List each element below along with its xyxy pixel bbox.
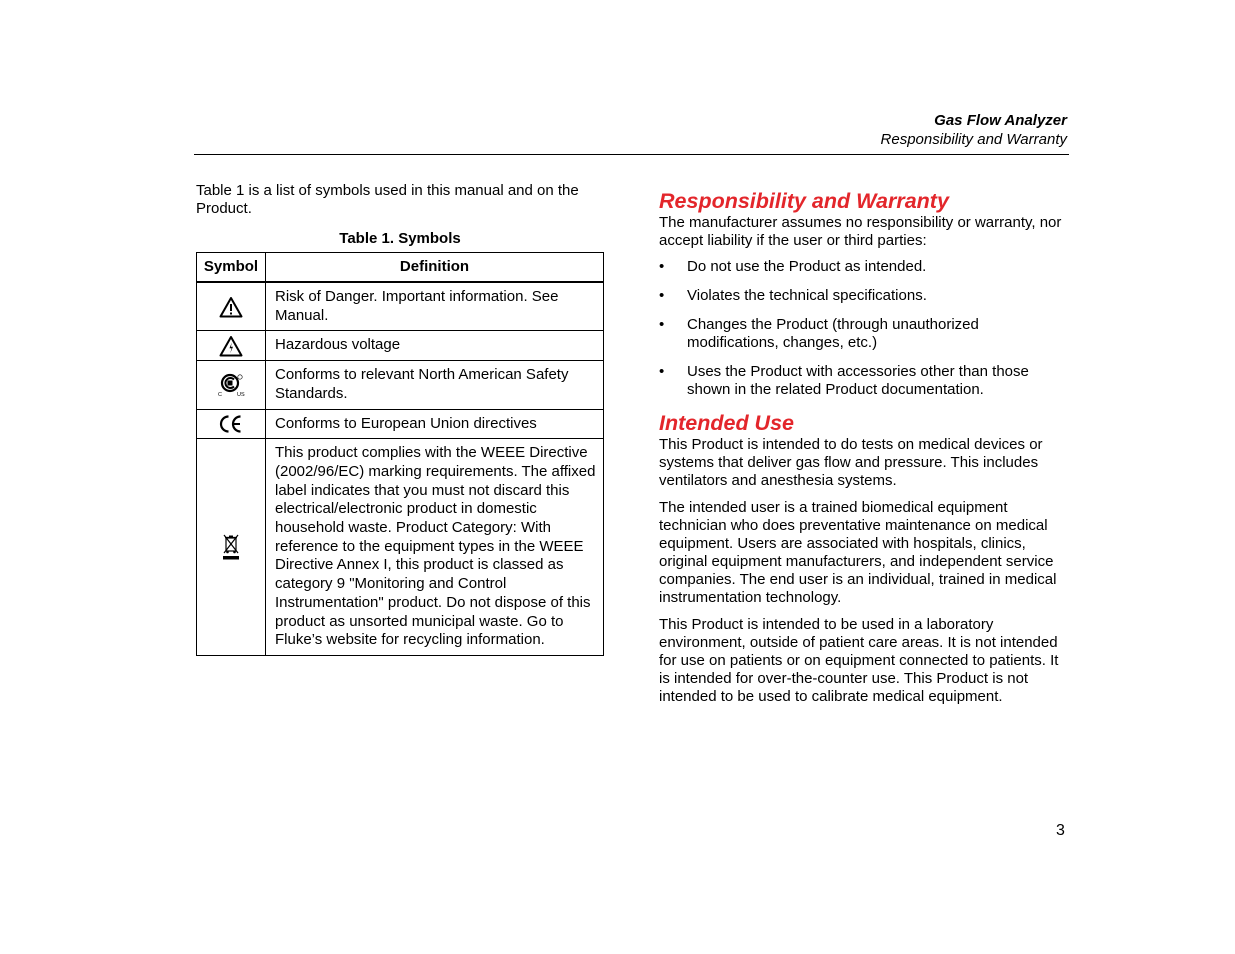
ce-mark-icon xyxy=(197,414,265,434)
page-number: 3 xyxy=(1056,822,1065,839)
svg-text:C: C xyxy=(218,391,222,398)
bullet-dot: • xyxy=(659,316,665,333)
symbol-cell xyxy=(197,331,266,361)
hazardous-voltage-icon xyxy=(197,335,265,357)
definition-cell: Hazardous voltage xyxy=(266,331,604,361)
warranty-paragraph: The manufacturer assumes no responsibility or warranty, nor accept liability if the user or third parties: xyxy=(659,214,1062,249)
csa-mark-icon xyxy=(197,372,265,398)
list-item xyxy=(659,363,1069,399)
list-item xyxy=(659,258,1069,276)
weee-bin-icon xyxy=(197,533,265,561)
warranty-bullet-list xyxy=(659,258,1069,399)
header-divider xyxy=(194,154,1069,155)
definition-cell: Conforms to relevant North American Safety Standards. xyxy=(266,361,604,409)
symbol-cell xyxy=(197,409,266,439)
intended-use-paragraph: This Product is intended to do tests on medical devices or systems that deliver gas flow and pressure. This includes ventilators and anesthesia systems. xyxy=(659,436,1043,489)
definition-cell: This product complies with the WEEE Directive (2002/96/EC) marking requirements. The affixed label indicates that you must not discard this electrical/electronic product in domestic household waste. Product Category: With reference to the equipment types in the WEEE Directive Annex I, this product is classed as category 9 "Monitoring and Control Instrumentation" product. Do not dispose of this product as unsorted municipal waste. Go to Fluke’s website for recycling information. xyxy=(266,439,604,656)
list-item-text: Changes the Product (through unauthorized modifications, changes, etc.) xyxy=(687,316,979,351)
list-item xyxy=(659,316,1069,352)
heading-intended-use: Intended Use xyxy=(659,411,794,435)
bullet-dot: • xyxy=(659,287,665,304)
list-item-text: Uses the Product with accessories other than those shown in the related Product documentation. xyxy=(687,363,1029,398)
table-row xyxy=(197,331,604,361)
bullet-dot: • xyxy=(659,363,665,380)
definition-cell: Risk of Danger. Important information. See Manual. xyxy=(266,282,604,331)
column-header-definition: Definition xyxy=(266,253,604,283)
intended-user-paragraph: The intended user is a trained biomedical equipment technician who does preventative maintenance on medical equipment. Users are associated with hospitals, clinics, original equipment manufacturers, and independent service companies. The end user is an individual, trained in medical instrumentation technology. xyxy=(659,499,1057,606)
list-item xyxy=(659,287,1069,305)
warning-triangle-icon xyxy=(197,296,265,318)
table-header-row xyxy=(197,253,604,283)
heading-responsibility-warranty: Responsibility and Warranty xyxy=(659,189,949,213)
table-row xyxy=(197,439,604,656)
environment-paragraph: This Product is intended to be used in a laboratory environment, outside of patient care areas. It is not intended for use on patients or on equipment connected to patients. It is intended for over-the-counter use. This Product is not intended to be used to calibrate medical equipment. xyxy=(659,616,1059,705)
table-row xyxy=(197,409,604,439)
table-caption: Table 1. Symbols xyxy=(339,230,461,247)
header-section-name: Responsibility and Warranty xyxy=(880,131,1067,148)
symbol-cell xyxy=(197,282,266,331)
table-intro-text: Table 1 is a list of symbols used in this manual and on the Product. xyxy=(196,182,579,217)
right-column xyxy=(659,188,1069,706)
column-header-symbol: Symbol xyxy=(197,253,266,283)
definition-cell: Conforms to European Union directives xyxy=(266,409,604,439)
table-row xyxy=(197,282,604,331)
table-row xyxy=(197,361,604,409)
header-product-name: Gas Flow Analyzer xyxy=(934,112,1067,129)
list-item-text: Do not use the Product as intended. xyxy=(687,258,927,275)
bullet-dot: • xyxy=(659,258,665,275)
list-item-text: Violates the technical specifications. xyxy=(687,287,927,304)
symbol-cell xyxy=(197,439,266,656)
running-header xyxy=(881,111,1067,149)
svg-text:US: US xyxy=(237,391,245,398)
symbols-table xyxy=(196,252,604,656)
left-column xyxy=(196,182,604,656)
symbol-cell xyxy=(197,361,266,409)
